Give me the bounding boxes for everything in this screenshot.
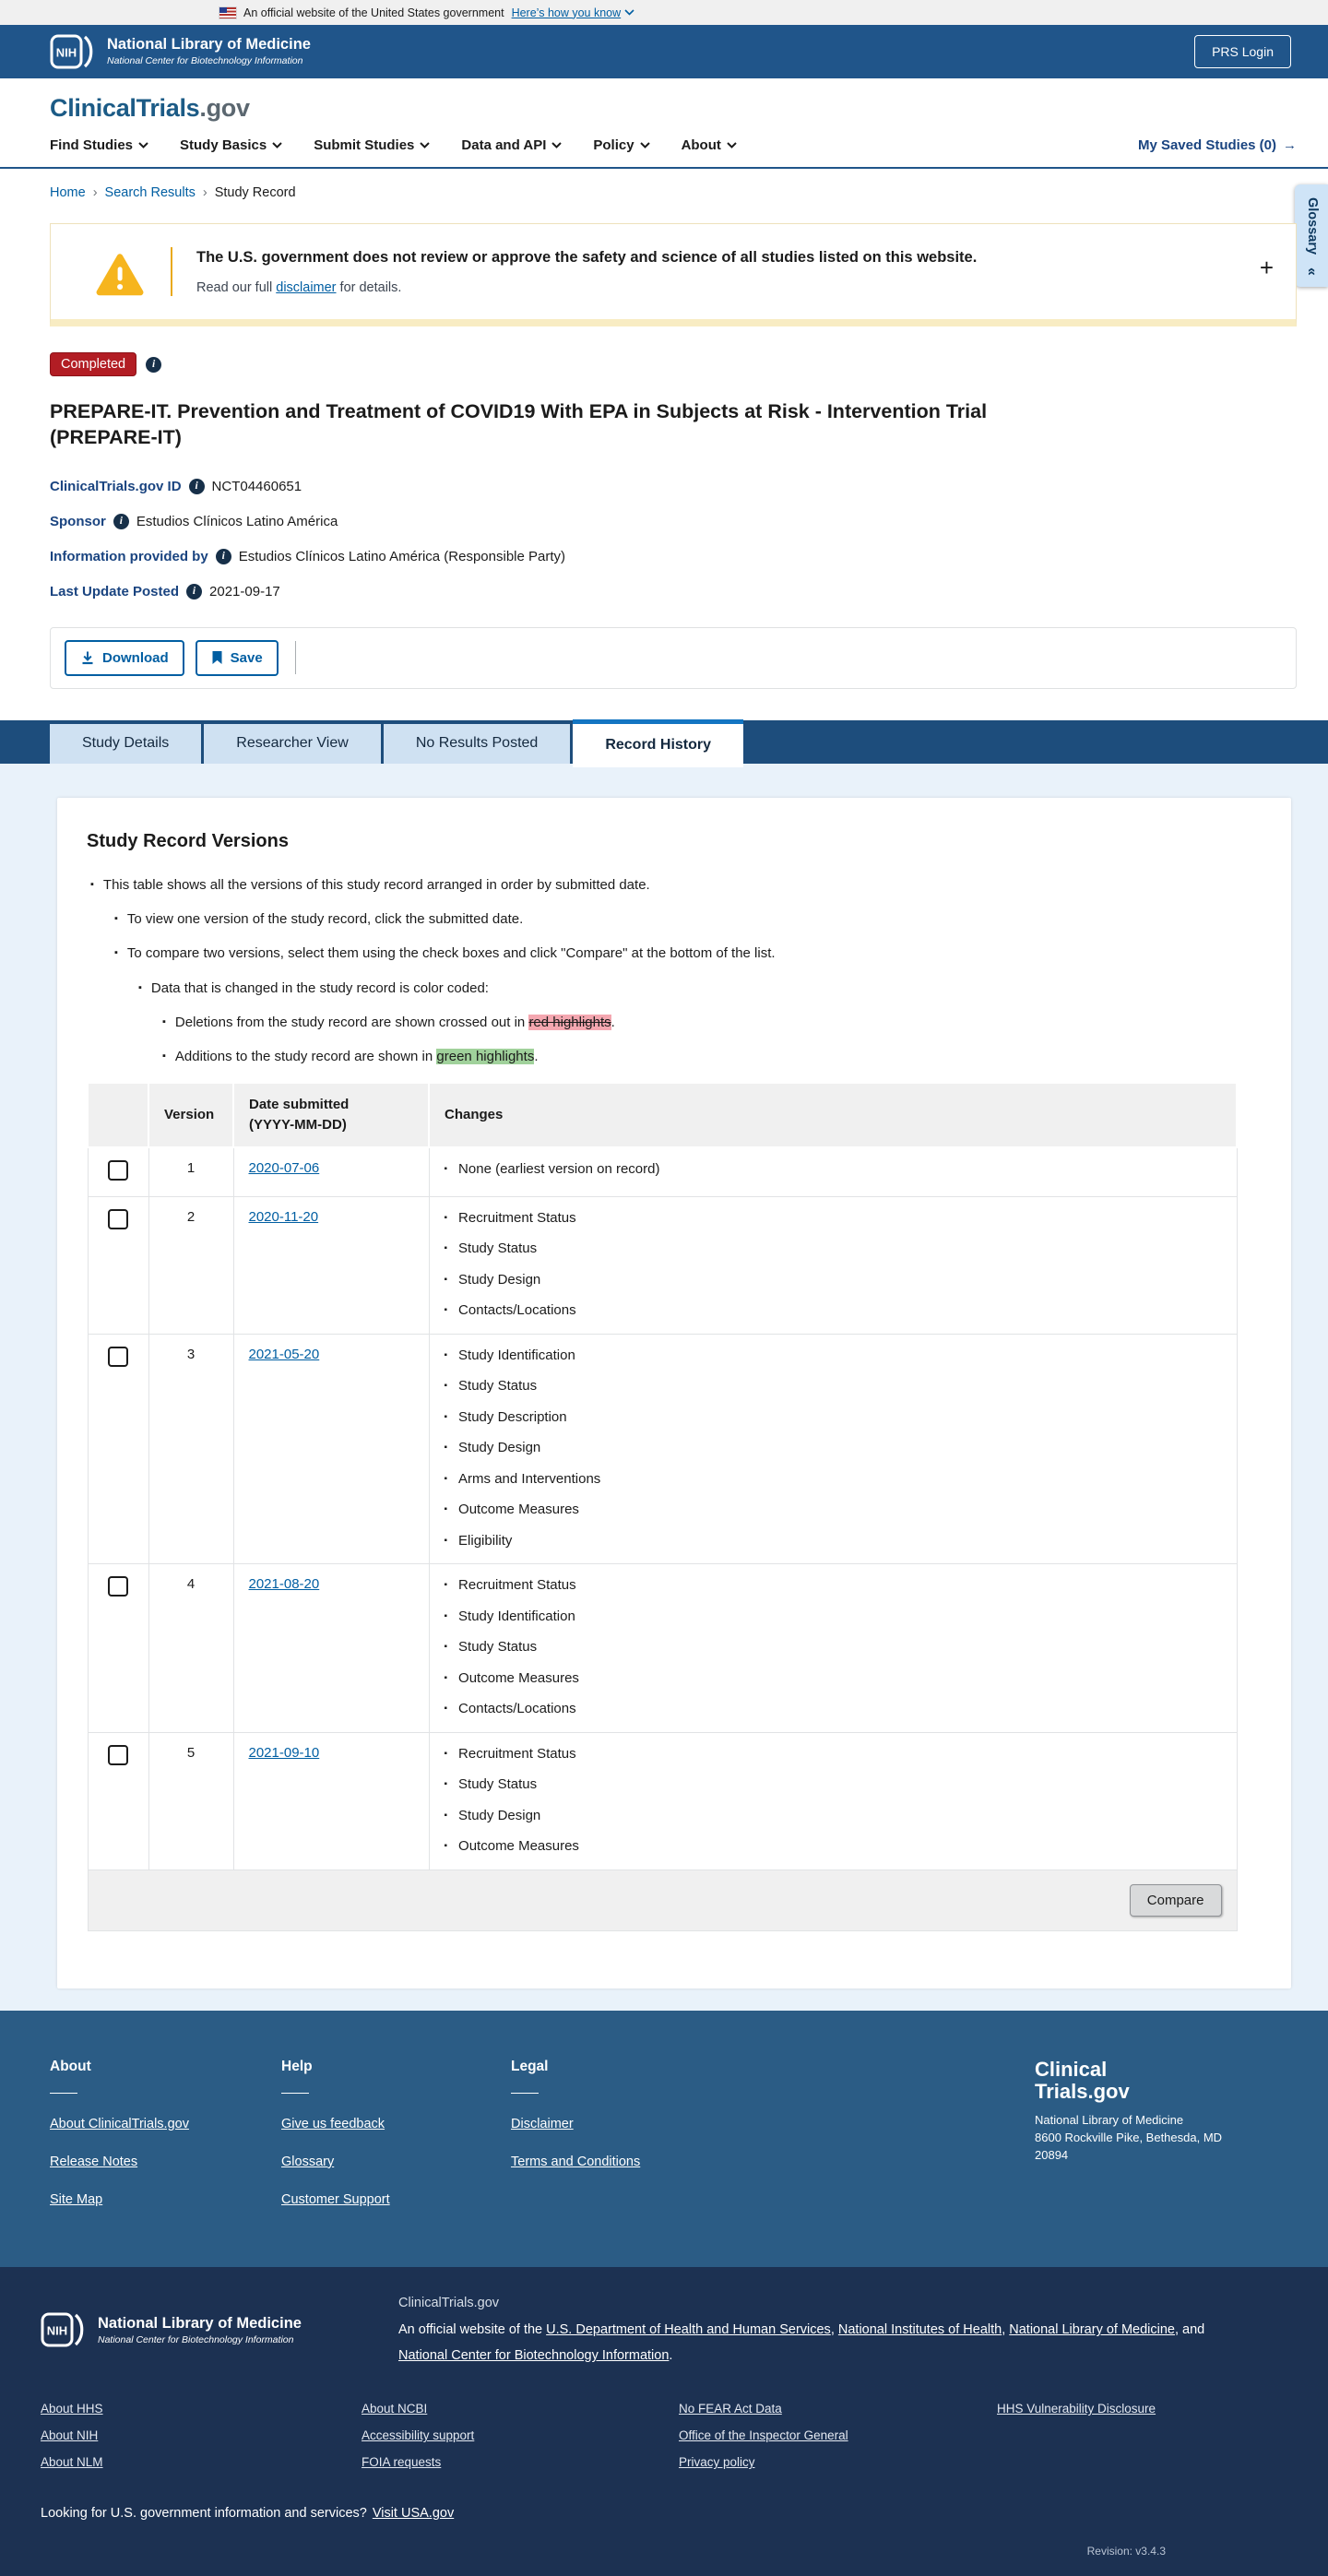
arrow-right-icon: →	[1283, 137, 1297, 153]
chevron-down-icon	[640, 142, 650, 148]
warning-triangle-icon	[96, 253, 144, 296]
nav-submit-studies[interactable]: Submit Studies	[314, 137, 430, 153]
nlm-footer-logo[interactable]	[41, 2291, 354, 2369]
breadcrumb-current: Study Record	[214, 185, 296, 200]
change-item: ▪ Outcome Measures	[445, 1501, 1222, 1519]
disclaimer-alert	[50, 223, 1297, 326]
expand-alert-button[interactable]: +	[1259, 254, 1274, 281]
link-about-hhs[interactable]: About HHS	[41, 2402, 103, 2416]
nct-id-value: NCT04460651	[211, 478, 302, 494]
table-row	[88, 1732, 1237, 1870]
version-1-checkbox[interactable]	[108, 1160, 128, 1181]
link-about-nlm[interactable]: About NLM	[41, 2455, 103, 2470]
instruction-item: ▪ Data that is changed in the study record is color coded:	[138, 979, 1262, 998]
main-nav	[50, 126, 1297, 167]
glossary-side-tab[interactable]	[1295, 184, 1328, 287]
info-icon[interactable]: i	[146, 357, 161, 373]
table-row	[88, 1334, 1237, 1564]
revision-label: Revision: v3.4.3	[1086, 2545, 1166, 2558]
last-update-posted-value: 2021-09-17	[209, 583, 280, 599]
link-inspector-general[interactable]: Office of the Inspector General	[679, 2428, 848, 2443]
us-flag-icon	[219, 7, 236, 18]
nih-link[interactable]: National Institutes of Health	[837, 2322, 1002, 2338]
instruction-item: ▪ This table shows all the versions of this study record arranged in order by submitted date.	[90, 876, 1262, 895]
version-number: 1	[148, 1147, 233, 1197]
alert-heading: The U.S. government does not review or approve the safety and science of all studies listed on this website.	[196, 249, 978, 266]
version-2-date-link[interactable]: 2020-11-20	[248, 1208, 319, 1225]
table-row	[88, 1196, 1237, 1334]
change-item: ▪ Contacts/Locations	[445, 1301, 1222, 1320]
visit-usa-gov-link[interactable]: Visit USA.gov	[372, 2506, 455, 2522]
nav-about[interactable]: About	[682, 137, 737, 153]
footer-link-disclaimer[interactable]: Disclaimer	[511, 2116, 574, 2131]
footer-link-release-notes[interactable]: Release Notes	[50, 2154, 138, 2169]
table-row	[88, 1147, 1237, 1197]
information-provided-by-label: Information provided by	[50, 548, 208, 564]
change-item: ▪ Outcome Measures	[445, 1837, 1222, 1856]
study-record-versions-card	[57, 798, 1291, 1988]
link-accessibility[interactable]: Accessibility support	[362, 2428, 475, 2443]
version-3-date-link[interactable]: 2021-05-20	[248, 1346, 320, 1362]
divider	[50, 2093, 77, 2094]
link-foia[interactable]: FOIA requests	[362, 2455, 442, 2470]
green-highlight-sample: green highlights	[436, 1049, 535, 1064]
instruction-item: ▪ Additions to the study record are shown in green highlights.	[162, 1048, 1262, 1066]
status-badge: Completed	[50, 352, 136, 376]
table-footer-row	[88, 1870, 1237, 1930]
footer-link-terms[interactable]: Terms and Conditions	[511, 2154, 641, 2169]
change-item: ▪ None (earliest version on record)	[445, 1160, 1222, 1179]
glossary-tab-label: Glossary	[1305, 197, 1320, 255]
change-item: ▪ Study Design	[445, 1807, 1222, 1825]
info-icon[interactable]: i	[216, 549, 231, 564]
version-1-date-link[interactable]: 2020-07-06	[248, 1159, 320, 1176]
change-item: ▪ Study Status	[445, 1775, 1222, 1794]
change-item: ▪ Contacts/Locations	[445, 1700, 1222, 1718]
ncbi-link[interactable]: National Center for Biotechnology Information	[398, 2347, 670, 2363]
versions-table	[87, 1082, 1238, 1931]
change-item: ▪ Study Design	[445, 1439, 1222, 1457]
svg-text:NIH: NIH	[55, 45, 77, 60]
version-5-date-link[interactable]: 2021-09-10	[248, 1744, 320, 1761]
breadcrumb-home[interactable]: Home	[50, 185, 86, 200]
chevron-down-icon	[727, 142, 737, 148]
chevron-down-icon	[420, 142, 430, 148]
change-item: ▪ Study Design	[445, 1271, 1222, 1289]
change-item: ▪ Outcome Measures	[445, 1669, 1222, 1688]
footer-link-feedback[interactable]: Give us feedback	[281, 2116, 385, 2131]
date-column-header: Date submitted (YYYY-MM-DD)	[233, 1083, 429, 1147]
section-heading: Study Record Versions	[87, 830, 289, 851]
information-provided-by-value: Estudios Clínicos Latino América (Responsible Party)	[238, 548, 566, 564]
nlm-link[interactable]: National Library of Medicine	[1009, 2322, 1175, 2338]
version-2-checkbox[interactable]	[108, 1209, 128, 1229]
ncbi-subtitle: National Center for Biotechnology Information	[98, 2333, 294, 2345]
how-you-know-link[interactable]: Here’s how you know	[512, 6, 635, 19]
change-item: ▪ Recruitment Status	[445, 1576, 1222, 1595]
bookmark-icon	[211, 650, 223, 665]
footer-brand: Clinical Trials.gov	[1035, 2057, 1130, 2103]
prs-login-button[interactable]: PRS Login	[1194, 35, 1291, 68]
usa-gov-line: Looking for U.S. government information and services? Visit USA.gov	[41, 2506, 455, 2522]
government-links-grid	[41, 2402, 1276, 2482]
collapse-chevrons-icon[interactable]: «	[1304, 267, 1320, 276]
change-item: ▪ Eligibility	[445, 1532, 1222, 1550]
site-footer	[0, 2011, 1328, 2267]
changes-column-header: Changes	[429, 1083, 1237, 1147]
svg-text:NIH: NIH	[46, 2323, 68, 2338]
instruction-item: ▪ To view one version of the study record, click the submitted date.	[114, 910, 1262, 929]
nih-mark-icon	[50, 34, 98, 69]
download-icon	[80, 650, 95, 665]
info-icon[interactable]: i	[113, 514, 129, 529]
nct-id-label: ClinicalTrials.gov ID	[50, 478, 182, 494]
nlm-title: National Library of Medicine	[98, 2314, 302, 2332]
info-icon[interactable]: i	[189, 479, 205, 494]
nav-policy[interactable]: Policy	[593, 137, 649, 153]
my-saved-studies-link[interactable]: My Saved Studies (0) →	[1137, 137, 1297, 153]
change-item: ▪ Study Description	[445, 1408, 1222, 1427]
footer-link-site-map[interactable]: Site Map	[50, 2191, 103, 2207]
change-item: ▪ Arms and Interventions	[445, 1470, 1222, 1489]
gov-banner	[0, 0, 1328, 25]
footer-link-customer-support[interactable]: Customer Support	[281, 2191, 390, 2207]
link-about-ncbi[interactable]: About NCBI	[362, 2402, 428, 2416]
sponsor-value: Estudios Clínicos Latino América	[136, 513, 338, 529]
subfooter-site-name: ClinicalTrials.gov	[398, 2295, 500, 2310]
government-footer	[0, 2267, 1328, 2576]
clinicaltrials-logo[interactable]: ClinicalTrials.gov	[50, 94, 250, 122]
gov-banner-text: An official website of the United States government	[243, 6, 504, 19]
nlm-title: National Library of Medicine	[107, 36, 311, 53]
link-privacy-policy[interactable]: Privacy policy	[679, 2455, 755, 2470]
red-highlight-sample: red highlights	[528, 1014, 611, 1030]
version-4-checkbox[interactable]	[108, 1576, 128, 1597]
checkbox-column-header	[88, 1083, 148, 1147]
change-item: ▪ Study Status	[445, 1240, 1222, 1258]
disclaimer-link[interactable]: disclaimer	[276, 280, 337, 295]
nih-mark-icon	[41, 2312, 89, 2347]
change-item: ▪ Study Status	[445, 1377, 1222, 1395]
divider	[281, 2093, 309, 2094]
nlm-header	[0, 25, 1328, 78]
breadcrumb-search-results[interactable]: Search Results	[104, 185, 196, 200]
tab-no-results-posted[interactable]: No Results Posted	[384, 724, 571, 764]
chevron-down-icon	[551, 142, 562, 148]
divider	[511, 2093, 539, 2094]
info-icon[interactable]: i	[186, 584, 202, 599]
breadcrumb	[50, 169, 1297, 223]
nav-study-basics[interactable]: Study Basics	[180, 137, 282, 153]
chevron-down-icon	[138, 142, 148, 148]
actions-toolbar	[50, 627, 1297, 689]
tab-study-details[interactable]: Study Details	[50, 724, 201, 764]
version-number: 5	[148, 1732, 233, 1870]
breadcrumb-separator: ›	[202, 185, 208, 200]
save-button[interactable]: Save	[196, 640, 279, 676]
official-website-statement: An official website of the U.S. Department of Health and Human Services, National Institutes of Health, National Library of Medicine, and National Center for Biotechnology Information.	[398, 2322, 1205, 2363]
chevron-down-icon	[272, 142, 282, 148]
ncbi-subtitle: National Center for Biotechnology Information	[107, 55, 303, 67]
instruction-item: ▪ To compare two versions, select them using the check boxes and click "Compare" at the bottom of the list.	[114, 944, 1262, 963]
footer-address: National Library of Medicine 8600 Rockville Pike, Bethesda, MD 20894	[1035, 2113, 1223, 2162]
link-about-nih[interactable]: About NIH	[41, 2428, 99, 2443]
record-tab-bar	[0, 720, 1328, 764]
chevron-down-icon	[624, 9, 634, 16]
last-update-posted-label: Last Update Posted	[50, 583, 180, 599]
change-item: ▪ Study Status	[445, 1638, 1222, 1656]
link-hhs-vulnerability[interactable]: HHS Vulnerability Disclosure	[997, 2402, 1156, 2416]
link-no-fear-act[interactable]: No FEAR Act Data	[679, 2402, 782, 2416]
change-item: ▪ Study Identification	[445, 1347, 1222, 1365]
version-number: 3	[148, 1334, 233, 1564]
footer-legal-heading: Legal	[511, 2058, 549, 2074]
change-item: ▪ Recruitment Status	[445, 1209, 1222, 1228]
divider	[295, 641, 296, 674]
download-button[interactable]: Download	[65, 640, 184, 676]
change-item: ▪ Recruitment Status	[445, 1745, 1222, 1763]
version-number: 2	[148, 1196, 233, 1334]
change-item: ▪ Study Identification	[445, 1608, 1222, 1626]
footer-help-heading: Help	[281, 2058, 313, 2074]
footer-link-glossary[interactable]: Glossary	[281, 2154, 335, 2169]
footer-link-about-clinicaltrials[interactable]: About ClinicalTrials.gov	[50, 2116, 189, 2131]
nih-logo[interactable]	[50, 34, 311, 69]
instruction-item: ▪ Deletions from the study record are shown crossed out in red highlights.	[162, 1014, 1262, 1032]
version-3-checkbox[interactable]	[108, 1347, 128, 1367]
version-4-date-link[interactable]: 2021-08-20	[248, 1576, 320, 1593]
alert-body: Read our full disclaimer for details.	[196, 280, 402, 295]
footer-about-heading: About	[50, 2058, 91, 2074]
record-history-panel	[0, 764, 1328, 2011]
breadcrumb-separator: ›	[92, 185, 98, 200]
nav-find-studies[interactable]: Find Studies	[50, 137, 148, 153]
nav-data-and-api[interactable]: Data and API	[461, 137, 562, 153]
version-column-header: Version	[148, 1083, 233, 1147]
version-number: 4	[148, 1564, 233, 1733]
compare-button[interactable]: Compare	[1130, 1884, 1222, 1917]
hhs-link[interactable]: U.S. Department of Health and Human Services	[546, 2322, 831, 2338]
tab-researcher-view[interactable]: Researcher View	[204, 724, 381, 764]
table-header-row	[88, 1083, 1237, 1147]
table-row	[88, 1564, 1237, 1733]
version-5-checkbox[interactable]	[108, 1745, 128, 1765]
page-title: PREPARE-IT. Prevention and Treatment of COVID19 With EPA in Subjects at Risk - Intervention Trial (PREPARE-IT)	[50, 400, 988, 449]
sponsor-label: Sponsor	[50, 513, 106, 529]
tab-record-history[interactable]: Record History	[573, 719, 743, 767]
